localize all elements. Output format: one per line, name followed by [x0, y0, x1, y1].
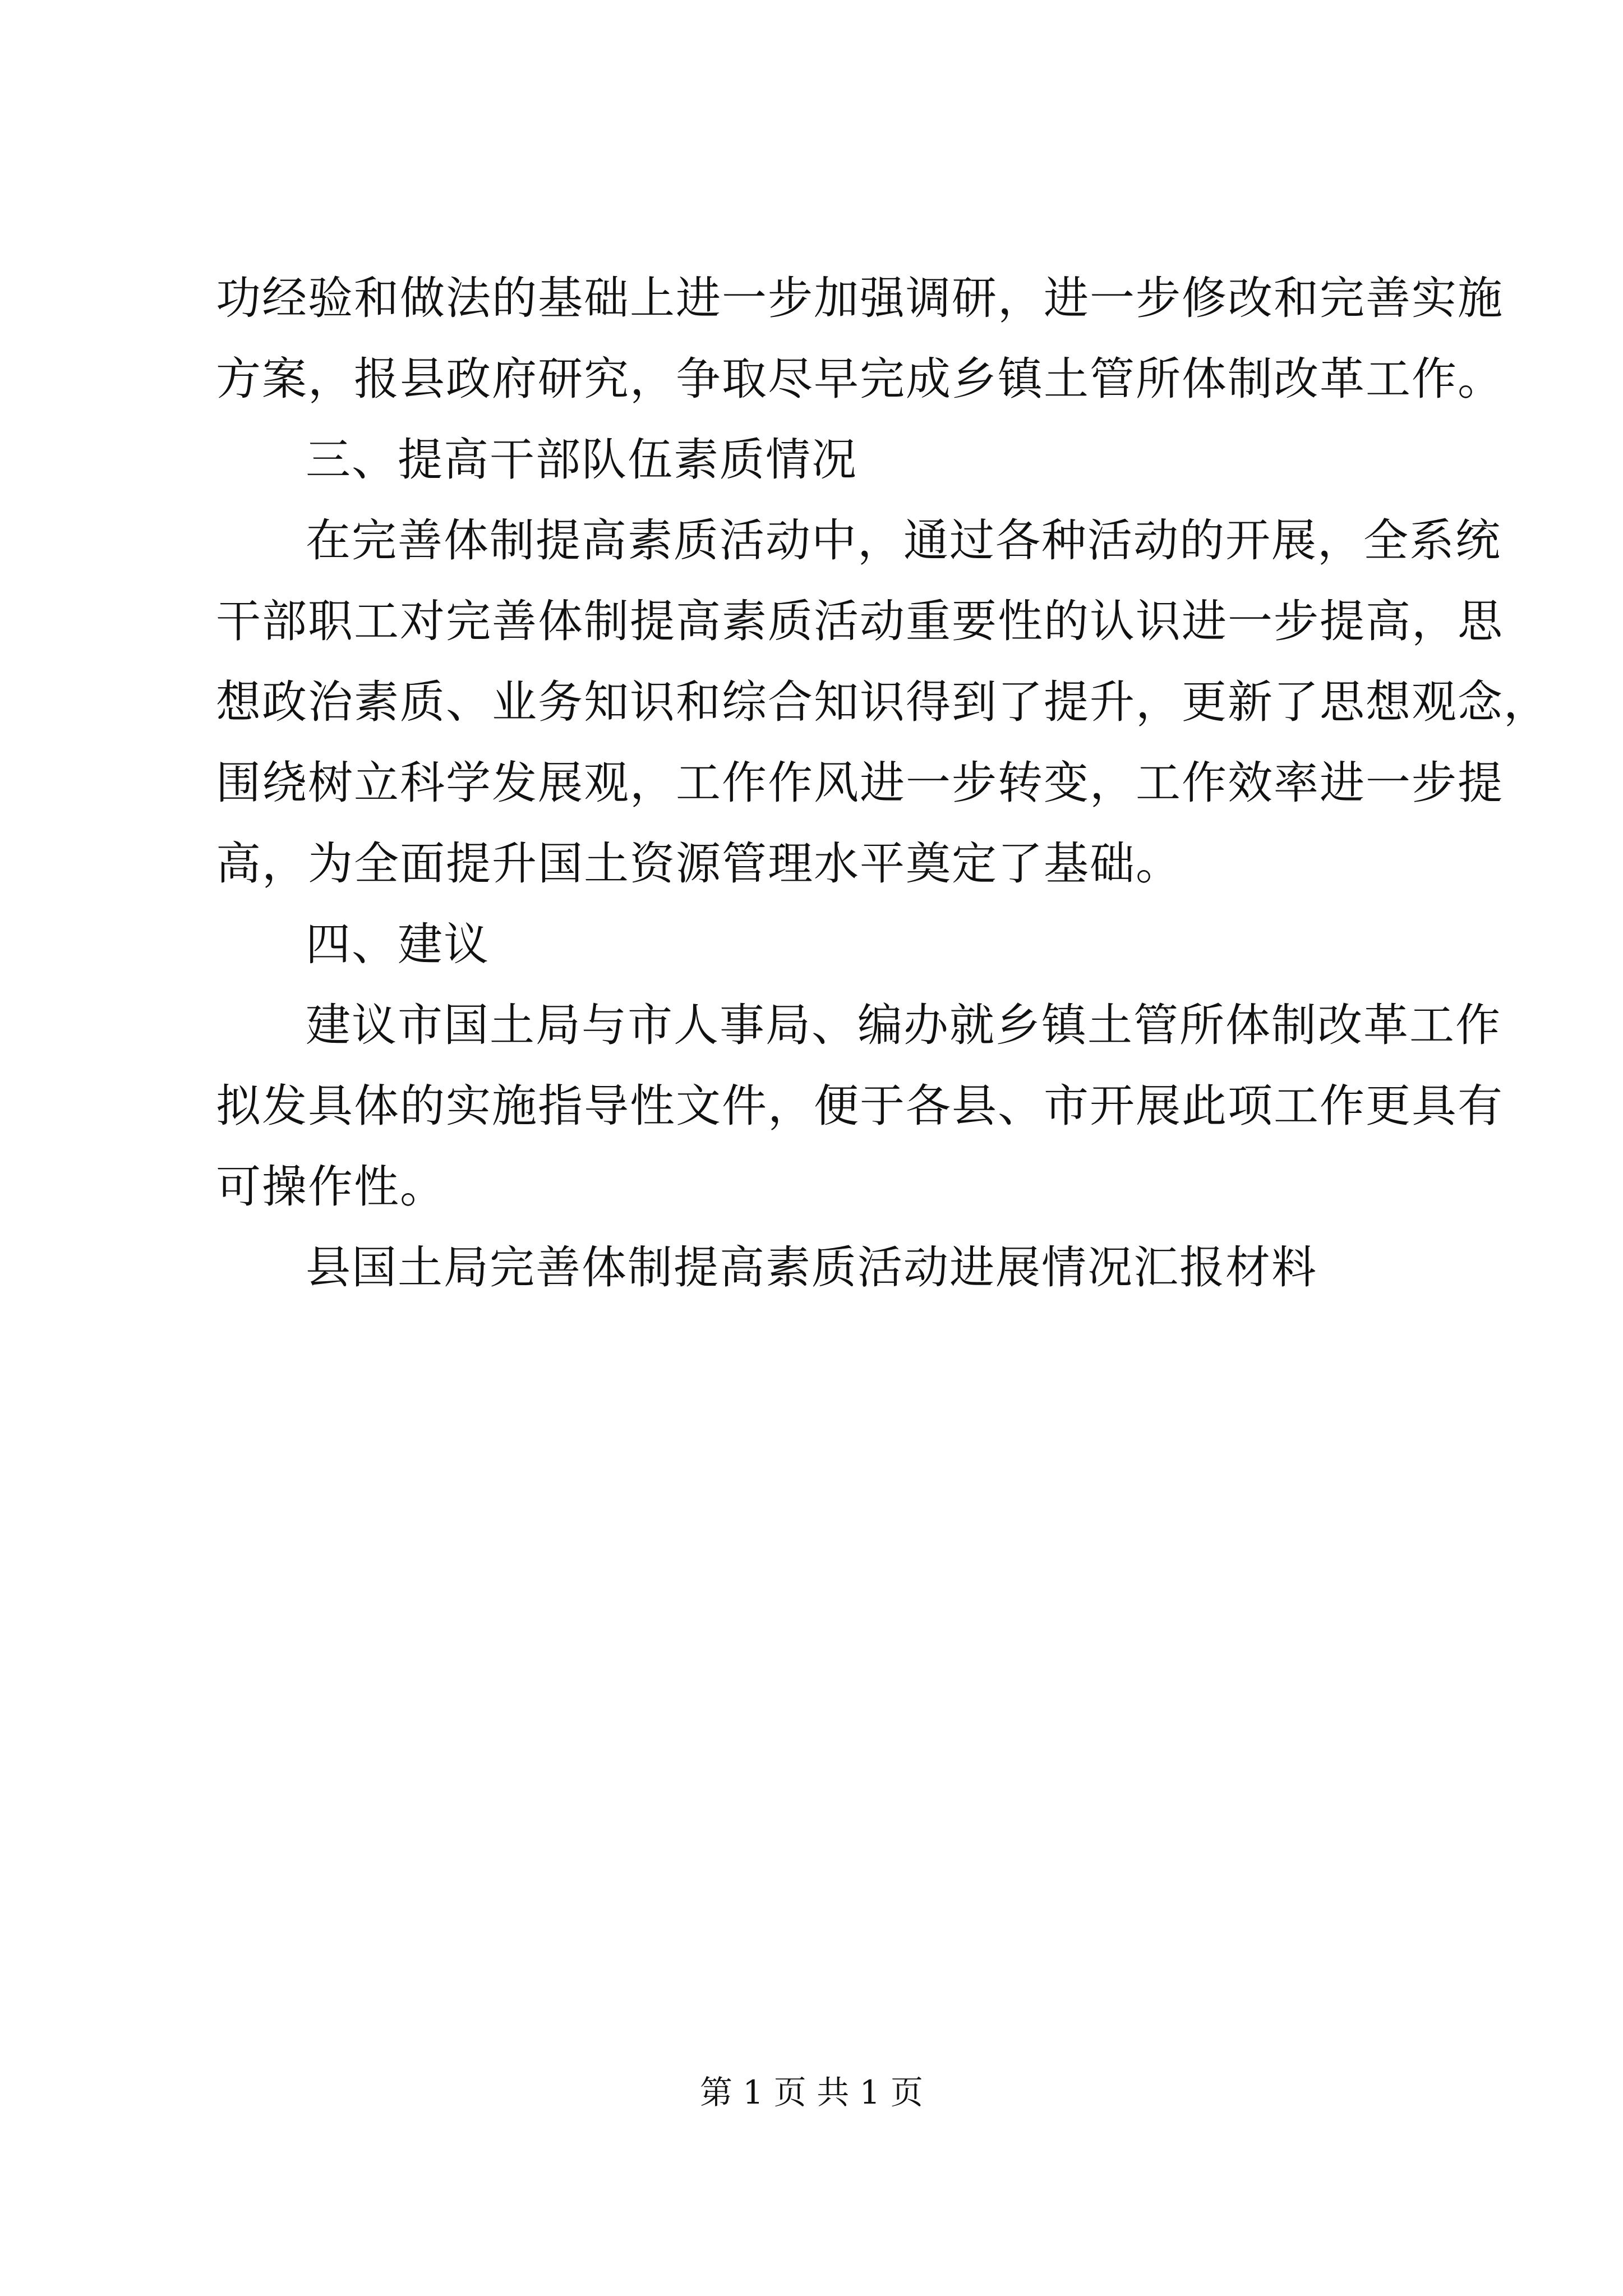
body-line: 方案，报县政府研究，争取尽早完成乡镇土管所体制改革工作。	[216, 353, 1504, 405]
body-line: 干部职工对完善体制提高素质活动重要性的认识进一步提高，思	[216, 595, 1504, 647]
body-line: 高，为全面提升国土资源管理水平奠定了基础。	[216, 838, 1182, 890]
paragraph-first-line: 在完善体制提高素质活动中，通过各种活动的开展，全系统	[306, 514, 1501, 567]
section-heading: 四、建议	[306, 918, 490, 970]
paragraph-first-line: 建议市国土局与市人事局、编办就乡镇土管所体制改革工作	[306, 999, 1501, 1051]
body-line: 功经验和做法的基础上进一步加强调研，进一步修改和完善实施	[216, 272, 1504, 324]
section-heading: 三、提高干部队伍素质情况	[306, 434, 857, 486]
body-line: 可操作性。	[216, 1161, 446, 1213]
body-line: 围绕树立科学发展观，工作作风进一步转变，工作效率进一步提	[216, 757, 1504, 809]
document-body	[216, 258, 1550, 1308]
document-title-line: 县国土局完善体制提高素质活动进展情况汇报材料	[306, 1241, 1317, 1294]
body-line: 拟发具体的实施指导性文件，便于各县、市开展此项工作更具有	[216, 1080, 1504, 1132]
page-number-footer: 第 1 页 共 1 页	[700, 2073, 923, 2111]
body-line: 想政治素质、业务知识和综合知识得到了提升，更新了思想观念，	[216, 676, 1550, 728]
